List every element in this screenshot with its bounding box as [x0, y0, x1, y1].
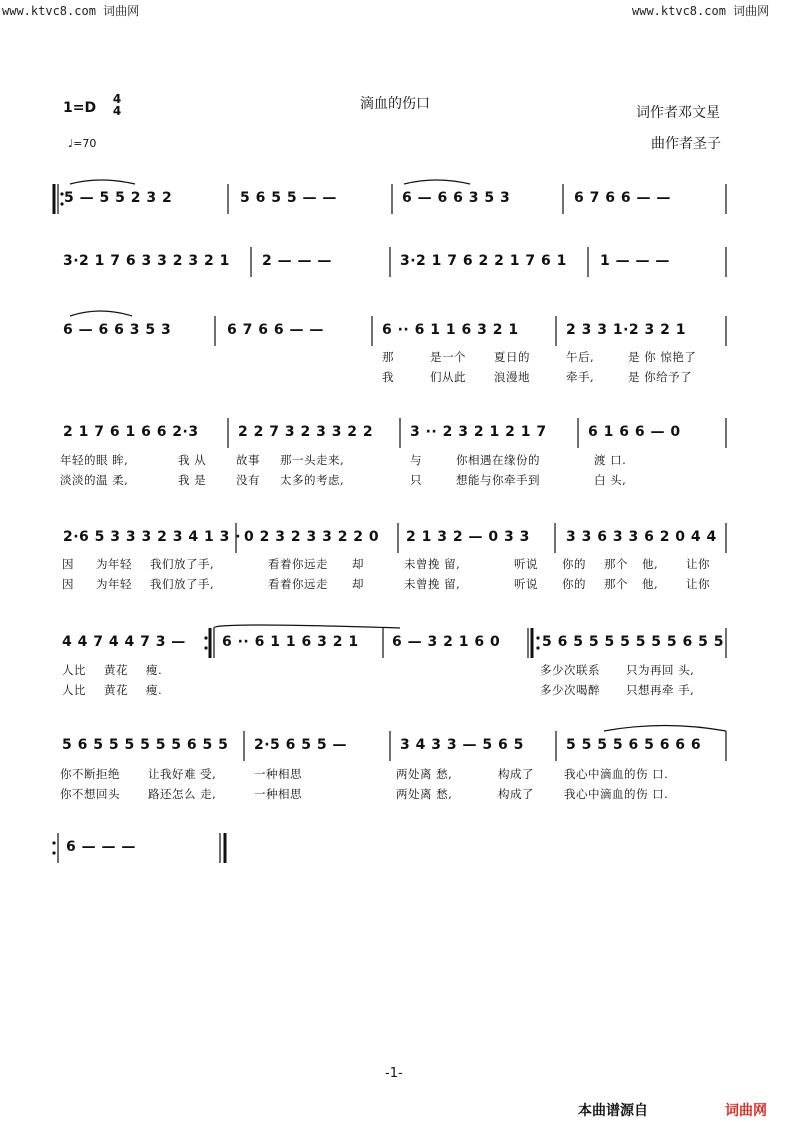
lyric: 我 从: [178, 453, 207, 467]
lyric: 是 你给予了: [628, 370, 693, 384]
lyric: 白 头,: [594, 473, 627, 487]
measure-notes: 0 2 3 2 3 3 2 2 0: [244, 529, 380, 545]
measure-notes: 3 3 6 3 3 6 2 0 4 4: [566, 529, 717, 545]
lyric: 只为再回 头,: [626, 663, 695, 677]
lyric: 他,: [642, 577, 659, 591]
lyric: 你相遇在缘份的: [456, 453, 540, 467]
lyric: 你不想回头: [60, 787, 120, 801]
lyric: 一种相思: [254, 767, 302, 781]
lyric: 年轻的眼 眸,: [60, 453, 129, 467]
measure-notes: 6 — 3 2 1 6 0: [392, 634, 501, 650]
measure-notes: 2 1 3 2 — 0 3 3: [406, 529, 530, 545]
measure-notes: 6 ·· 6 1 1 6 3 2 1: [382, 322, 519, 338]
lyric: 因: [62, 557, 74, 571]
lyric: 想能与你牵手到: [456, 473, 540, 487]
measure-notes: 5 5 5 5 6 5 6 6 6: [566, 737, 702, 753]
measure-notes: 6 1 6 6 — 0: [588, 424, 681, 440]
song-title: 滴血的伤口: [360, 96, 430, 112]
watermark-right[interactable]: www.ktvc8.com 词曲网: [632, 4, 770, 18]
page-number: -1-: [385, 1066, 403, 1081]
measure-notes: 3·2 1 7 6 3 3 2 3 2 1: [63, 253, 230, 269]
lyric: 们从此: [430, 370, 466, 384]
lyric: 我心中滴血的伤 口.: [564, 767, 669, 781]
lyric: 让你: [686, 557, 710, 571]
lyric: 黄花: [104, 683, 128, 697]
measure-notes: 2 — — —: [262, 253, 332, 269]
measure-notes: 6 — — —: [66, 839, 136, 855]
lyric: 那一头走来,: [280, 453, 345, 467]
lyric: 为年轻: [96, 557, 132, 571]
lyric: 那: [382, 350, 394, 364]
lyric: 那个: [604, 577, 628, 591]
lyric: 为年轻: [96, 577, 132, 591]
measure-notes: 6 — 6 6 3 5 3: [402, 190, 511, 206]
measure-notes: 6 ·· 6 1 1 6 3 2 1: [222, 634, 359, 650]
lyric: 让我好难 受,: [148, 767, 217, 781]
lyric: 多少次喝醉: [540, 683, 600, 697]
tempo-value: =70: [73, 137, 97, 150]
lyric: 瘦.: [146, 683, 163, 697]
lyric: 与: [410, 453, 422, 467]
lyric: 却: [352, 557, 364, 571]
measure-notes: 5 6 5 5 5 5 5 5 6 5 5: [62, 737, 229, 753]
lyric: 黄花: [104, 663, 128, 677]
measure-notes: 3 ·· 2 3 2 1 2 1 7: [410, 424, 547, 440]
lyric: 看着你远走: [268, 557, 328, 571]
quarter-note-icon: ♩: [68, 137, 74, 150]
footer-source: 本曲谱源自: [578, 1103, 648, 1119]
measure-notes: 2·6 5 3 3 3 2 3 4 1 3 ·: [63, 529, 242, 545]
lyric: 却: [352, 577, 364, 591]
measure-notes: 2 2 7 3 2 3 3 2 2: [238, 424, 374, 440]
lyric: 未曾挽 留,: [404, 577, 461, 591]
lyric: 只想再牵 手,: [626, 683, 695, 697]
lyric: 两处离 愁,: [396, 767, 453, 781]
lyric: 只: [410, 473, 422, 487]
lyric: 人比: [62, 683, 86, 697]
time-signature: [110, 93, 124, 117]
measure-notes: 5 6 5 5 — —: [240, 190, 337, 206]
lyric: 是 你 惊艳了: [628, 350, 697, 364]
composer: 曲作者圣子: [651, 136, 721, 152]
lyric: 构成了: [498, 787, 534, 801]
lyric: 浪漫地: [494, 370, 530, 384]
measure-notes: 2·5 6 5 5 —: [254, 737, 348, 753]
lyric: 听说: [514, 577, 538, 591]
lyric: 我 是: [178, 473, 207, 487]
lyric: 让你: [686, 577, 710, 591]
measure-notes: 2 3 3 1·2 3 2 1: [566, 322, 686, 338]
lyric: 一种相思: [254, 787, 302, 801]
lyric: 听说: [514, 557, 538, 571]
measure-notes: 6 7 6 6 — —: [574, 190, 671, 206]
measure-notes: 2 1 7 6 1 6 6 2·3: [63, 424, 199, 440]
lyric: 没有: [236, 473, 260, 487]
lyric: 淡淡的温 柔,: [60, 473, 129, 487]
lyric: 我们放了手,: [150, 577, 215, 591]
lyric: 我们放了手,: [150, 557, 215, 571]
lyric: 看着你远走: [268, 577, 328, 591]
lyric: 我心中滴血的伤 口.: [564, 787, 669, 801]
lyric: 渡 口.: [594, 453, 627, 467]
measure-notes: 1 — — —: [600, 253, 670, 269]
lyric: 太多的考虑,: [280, 473, 345, 487]
time-signature-top: 4: [112, 92, 122, 106]
lyric: 我: [382, 370, 394, 384]
lyric: 多少次联系: [540, 663, 600, 677]
key-signature: 1=D: [63, 100, 97, 116]
lyric: 你的: [562, 577, 586, 591]
lyric: 你不断拒绝: [60, 767, 120, 781]
lyric: 人比: [62, 663, 86, 677]
measure-notes: 4 4 7 4 4 7 3 —: [62, 634, 186, 650]
lyric: 因: [62, 577, 74, 591]
lyric: 构成了: [498, 767, 534, 781]
lyricist: 词作者邓文星: [636, 105, 720, 121]
time-signature-bottom: 4: [112, 104, 122, 118]
footer-brand-link[interactable]: 词曲网: [725, 1103, 767, 1119]
lyric: 路还怎么 走,: [148, 787, 217, 801]
lyric: 你的: [562, 557, 586, 571]
lyric: 故事: [236, 453, 260, 467]
lyric: 午后,: [566, 350, 595, 364]
tempo: [68, 137, 96, 150]
measure-notes: 6 — 6 6 3 5 3: [63, 322, 172, 338]
lyric: 夏日的: [494, 350, 530, 364]
measure-notes: 3 4 3 3 — 5 6 5: [400, 737, 524, 753]
lyric: 瘦.: [146, 663, 163, 677]
measure-notes: 6 7 6 6 — —: [227, 322, 324, 338]
lyric: 两处离 愁,: [396, 787, 453, 801]
lyric: 未曾挽 留,: [404, 557, 461, 571]
lyric: 他,: [642, 557, 659, 571]
lyric: 牵手,: [566, 370, 595, 384]
lyric: 那个: [604, 557, 628, 571]
watermark-left[interactable]: www.ktvc8.com 词曲网: [2, 4, 140, 18]
measure-notes: 5 6 5 5 5 5 5 5 5 6 5 5: [542, 634, 725, 650]
measure-notes: 5 — 5 5 2 3 2: [64, 190, 173, 206]
measure-notes: 3·2 1 7 6 2 2 1 7 6 1: [400, 253, 567, 269]
lyric: 是一个: [430, 350, 466, 364]
